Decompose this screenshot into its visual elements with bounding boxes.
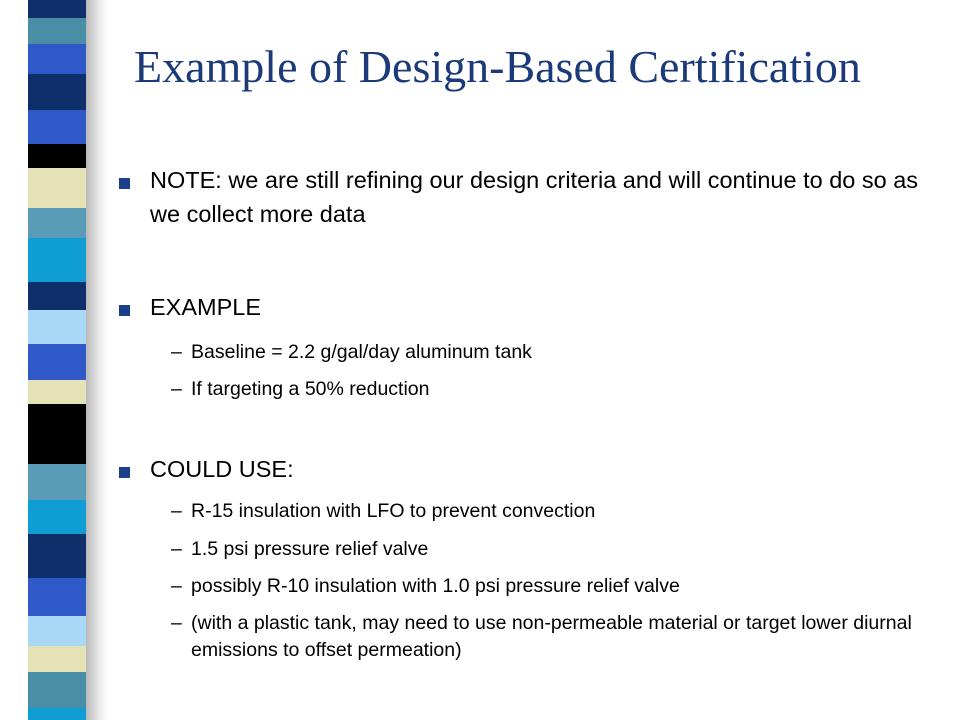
- dash-icon: –: [171, 575, 182, 597]
- square-bullet-icon: [119, 305, 130, 316]
- stripe-block: [28, 616, 86, 646]
- bullet-could-use-text: COULD USE:: [150, 456, 294, 482]
- stripe-block: [28, 708, 86, 720]
- stripe-block: [28, 110, 86, 144]
- stripe-block: [28, 534, 86, 578]
- stripe-block: [28, 282, 86, 310]
- stripe-block: [28, 344, 86, 380]
- stripe-block: [28, 464, 86, 500]
- sub-item-baseline: [171, 339, 931, 366]
- sub-item-text: If targeting a 50% reduction: [191, 378, 430, 400]
- stripe-block: [28, 238, 86, 282]
- stripe-block: [28, 18, 86, 44]
- bullet-note: [112, 163, 932, 231]
- stripe-block: [28, 144, 86, 168]
- stripe-block: [28, 500, 86, 534]
- sub-item-text: possibly R-10 insulation with 1.0 psi pressure relief valve: [191, 575, 680, 597]
- sub-item-text: (with a plastic tank, may need to use non-permeable material or target lower diurnal emissions to offset permeation): [191, 612, 912, 661]
- sub-item-valve: [171, 536, 931, 563]
- sub-item-plastic-tank: [171, 610, 931, 664]
- sub-item-target: [171, 376, 931, 403]
- stripe-block: [28, 74, 86, 110]
- stripe-block: [28, 208, 86, 238]
- stripe-block: [28, 380, 86, 404]
- stripe-blocks: [28, 0, 86, 720]
- dash-icon: –: [171, 612, 182, 634]
- square-bullet-icon: [119, 467, 130, 478]
- sub-item-text: Baseline = 2.2 g/gal/day aluminum tank: [191, 341, 532, 363]
- stripe-block: [28, 168, 86, 208]
- bullet-note-text: NOTE: we are still refining our design criteria and will continue to do so as we collect more data: [150, 167, 919, 227]
- dash-icon: –: [171, 500, 182, 522]
- stripe-shadow: [86, 0, 108, 720]
- sub-item-r10: [171, 573, 931, 600]
- stripe-block: [28, 0, 86, 18]
- stripe-block: [28, 672, 86, 708]
- stripe-block: [28, 404, 86, 464]
- bullet-could-use: [112, 452, 932, 486]
- dash-icon: –: [171, 341, 182, 363]
- square-bullet-icon: [119, 178, 130, 189]
- sub-item-r15: [171, 498, 931, 525]
- slide-title: Example of Design-Based Certification: [134, 41, 861, 92]
- bullet-example-text: EXAMPLE: [150, 294, 262, 320]
- bullet-example: [112, 290, 932, 324]
- stripe-block: [28, 646, 86, 672]
- sub-item-text: 1.5 psi pressure relief valve: [191, 538, 429, 560]
- stripe-block: [28, 310, 86, 344]
- stripe-block: [28, 578, 86, 616]
- sub-item-text: R-15 insulation with LFO to prevent convection: [191, 500, 596, 522]
- stripe-block: [28, 44, 86, 74]
- dash-icon: –: [171, 538, 182, 560]
- dash-icon: –: [171, 378, 182, 400]
- decorative-stripe: [0, 0, 108, 720]
